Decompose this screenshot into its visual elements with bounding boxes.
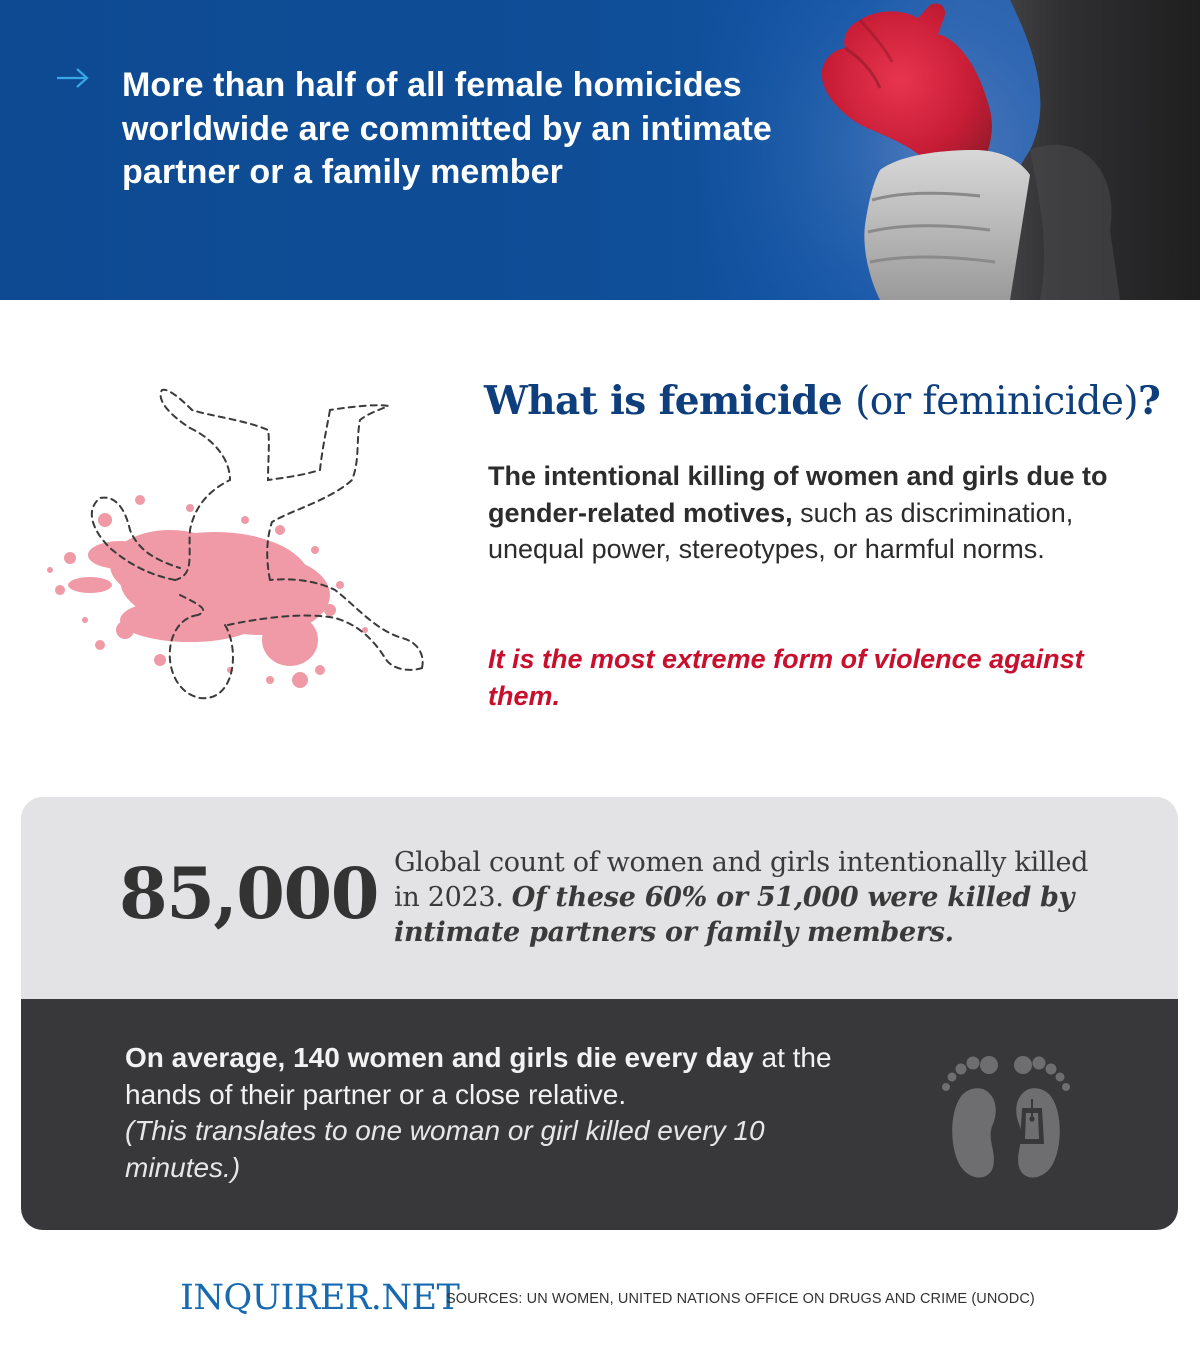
crime-scene-outline-icon: [30, 380, 440, 710]
arrow-right-icon: [56, 66, 90, 90]
global-count-emphasis: Of these 60% or 51,000 were killed by intimate partners or family members.: [394, 882, 1075, 948]
global-count-number: 85,000: [119, 852, 378, 935]
definition-body-lead: The intentional killing of women and girls due to gender-related motives,: [488, 461, 1108, 528]
daily-average-lead: On average, 140 women and girls die every day: [125, 1042, 754, 1073]
daily-average-note: (This translates to one woman or girl killed every 10 minutes.): [125, 1115, 765, 1183]
definition-title: [484, 376, 1184, 427]
sources-credit: SOURCES: UN WOMEN, UNITED NATIONS OFFICE ON DRUGS AND CRIME (UNODC): [446, 1291, 1035, 1307]
definition-title-strong: What is femicide: [484, 378, 843, 424]
stats-card: [21, 797, 1178, 1230]
hero-banner: [0, 0, 1200, 300]
definition-body: [488, 458, 1148, 568]
daily-average-text: [125, 1040, 845, 1186]
brand-logo: INQUIRER.NET: [180, 1278, 460, 1318]
global-count-plain: Global count of women and girls intentionally killed in 2023.: [394, 847, 1089, 913]
daily-average-panel: [21, 999, 1178, 1230]
definition-title-mark: ?: [1137, 378, 1161, 424]
global-count-panel: [21, 797, 1178, 999]
definition-emphasis: It is the most extreme form of violence against them.: [488, 644, 1084, 711]
toe-tag-feet-icon: [931, 1039, 1081, 1189]
daily-average-rest: at the hands of their partner or a close relative.: [125, 1042, 832, 1110]
definition-body-rest: such as discrimination, unequal power, stereotypes, or harmful norms.: [488, 497, 1074, 564]
banner-headline: More than half of all female homicides worldwide are committed by an intimate partner or a family member: [122, 66, 772, 191]
definition-title-light: (or feminicide): [855, 379, 1138, 424]
global-count-description: [394, 845, 1114, 950]
